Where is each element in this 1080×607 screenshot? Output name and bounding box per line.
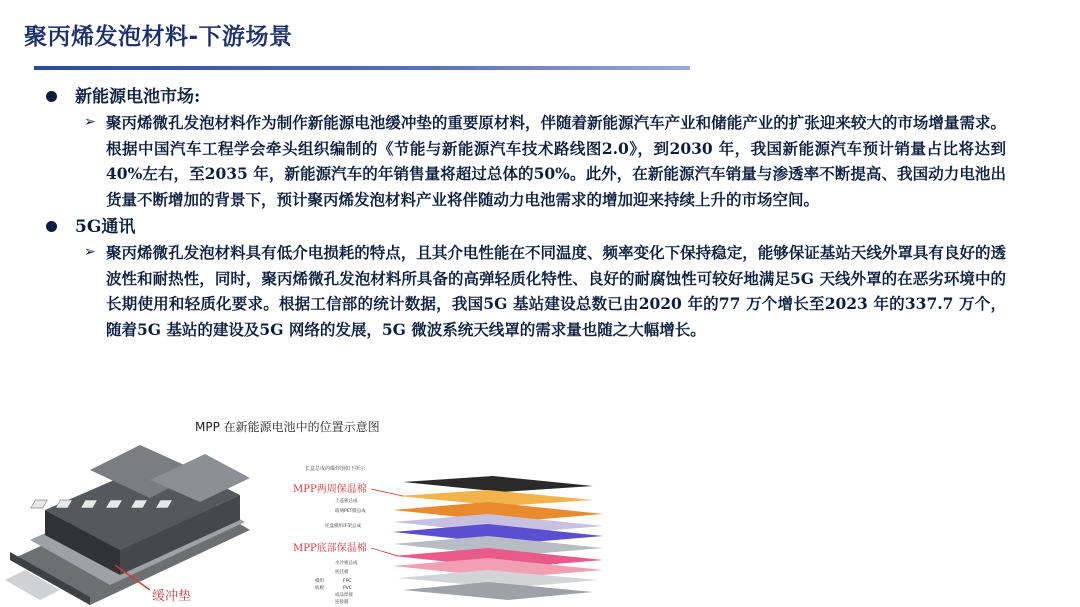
layer-label: 连接器 (335, 600, 349, 605)
title-underline (34, 66, 690, 70)
figure-title: MPP 在新能源电池中的位置示意图 (195, 420, 380, 434)
section-heading: 新能源电池市场: (75, 87, 201, 107)
layer-label: 底托板 (335, 570, 349, 575)
exploded-layer-diagram (283, 462, 633, 607)
bullet-dot (46, 221, 57, 232)
layer-label: 托盘模组环架总成 (325, 524, 361, 529)
layer-label: 水冷板总成 (335, 561, 358, 566)
content-body (46, 80, 1056, 342)
battery-pack-illustration (0, 440, 275, 607)
layer-diagram-caption: 长盒总成的爆炸图如下所示 (305, 466, 366, 472)
section-5g-paragraph-row (84, 240, 1056, 342)
section-battery-paragraph-row (84, 110, 1056, 212)
layer-label: FPC (343, 579, 352, 584)
section-heading: 5G通讯 (75, 217, 136, 237)
arrow-bullet-icon: ➢ (84, 244, 96, 260)
layer-label: 上盖板总成 (335, 499, 358, 504)
layer-label: 玻璃PET膜总成 (335, 509, 366, 514)
section-5g-heading-row (46, 214, 1056, 240)
bullet-dot (46, 91, 57, 102)
arrow-bullet-icon: ➢ (84, 114, 96, 130)
section-paragraph: 聚丙烯微孔发泡材料作为制作新能源电池缓冲垫的重要原材料，伴随着新能源汽车产业和储能产业的扩张迎来较大的市场增量需求。根据中国汽车工程学会牵头组织编制的《节能与新能源汽车技术路线图2.0》，到2030 年，我国新能源汽车预计销量占比将达到40%左右，至2035 年，新能源汽车的年销售量将超过总体的50%。此外，在新能源汽车销量与渗透率不断提高、我国动力电池出货量不断增加的背景下，预计聚丙烯发泡材料产业将伴随动力电池需求的增加迎来持续上升的市场空间。 (106, 113, 1006, 209)
section-paragraph: 聚丙烯微孔发泡材料具有低介电损耗的特点，且其介电性能在不同温度、频率变化下保持稳定，能够保证基站天线外罩具有良好的透波性和耐热性，同时，聚丙烯微孔发泡材料所具备的高弹轻质化特性、良好的耐腐蚀性可较好地满足5G 天线外罩的在恶劣环境中的长期使用和轻质化要求。根据工信部的统计数据，我国5G 基站建设总数已由2020 年的77 万个增长至2023 年的337.7 万个，随着5G 基站的建设及5G 网络的发展，5G 微波系统天线罩的需求量也随之大幅增长。 (106, 243, 1006, 339)
section-battery-heading-row (46, 84, 1056, 110)
cushion-label: 缓冲垫 (152, 589, 192, 604)
layer-label: 模组 (315, 579, 324, 584)
page-title: 聚丙烯发泡材料-下游场景 (24, 24, 293, 50)
layer-label: 成品焊接 (335, 593, 353, 598)
mpp-bottom-label: MPP底部保温棉 (293, 543, 367, 554)
mpp-top-label: MPP两周保温棉 (293, 484, 367, 495)
layer-label: 底板 (315, 586, 324, 591)
layer-label: PVC (343, 586, 352, 591)
